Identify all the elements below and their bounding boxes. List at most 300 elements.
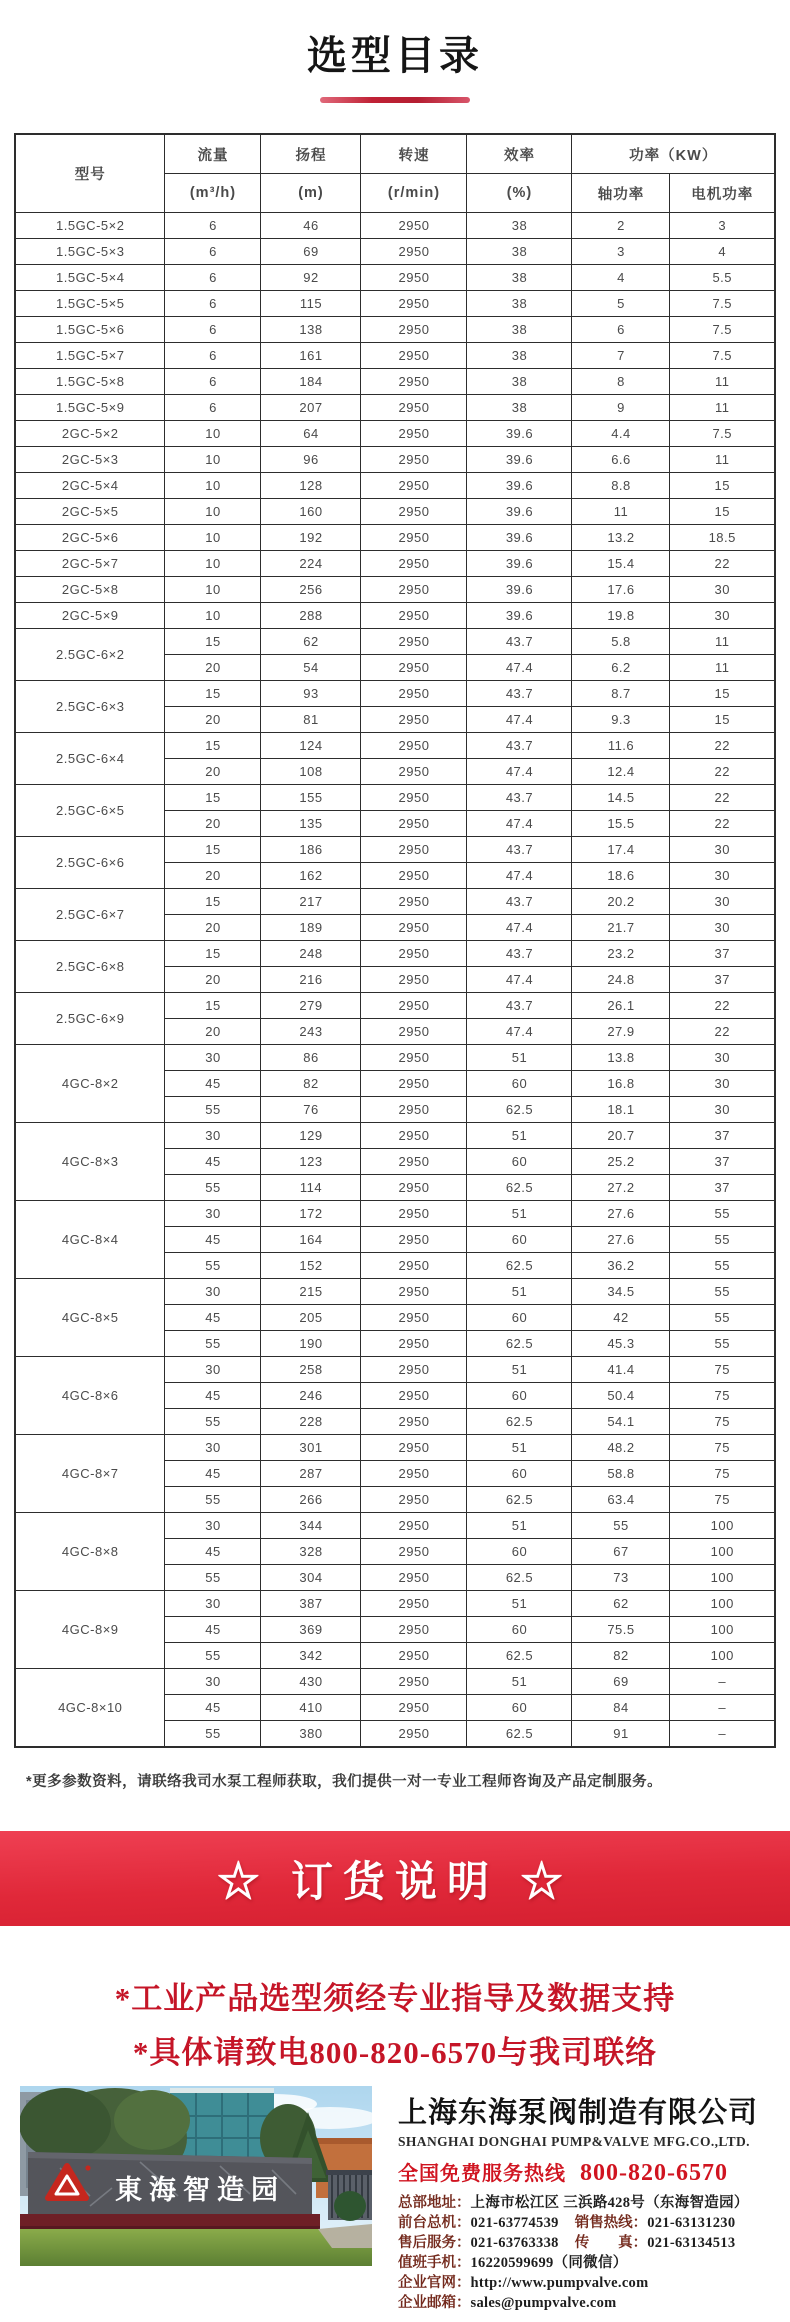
table-row — [15, 1201, 775, 1227]
spec-cell: 30 — [165, 1201, 261, 1227]
table-row — [15, 785, 775, 811]
company-photo — [20, 2086, 372, 2266]
table-row — [15, 447, 775, 473]
contact-lines — [398, 2193, 772, 2313]
spec-cell: 138 — [261, 317, 361, 343]
model-cell: 4GC-8×10 — [15, 1669, 165, 1748]
header-shaft-power: 轴功率 — [572, 174, 670, 213]
spec-cell: 84 — [572, 1695, 670, 1721]
table-row — [15, 1591, 775, 1617]
spec-cell: 46 — [261, 213, 361, 239]
spec-cell: 2950 — [361, 863, 467, 889]
spec-cell: 20 — [165, 1019, 261, 1045]
spec-cell: 2950 — [361, 343, 467, 369]
spec-cell: 129 — [261, 1123, 361, 1149]
spec-cell: 30 — [670, 863, 775, 889]
spec-cell: 30 — [670, 1071, 775, 1097]
spec-cell: – — [670, 1721, 775, 1748]
spec-cell: 301 — [261, 1435, 361, 1461]
spec-cell: 75 — [670, 1383, 775, 1409]
spec-cell: 25.2 — [572, 1149, 670, 1175]
spec-cell: 7.5 — [670, 317, 775, 343]
spec-cell: 22 — [670, 811, 775, 837]
spec-cell: 2950 — [361, 1591, 467, 1617]
hotline-label: 全国免费服务热线 — [398, 2163, 566, 2185]
spec-cell: 75 — [670, 1461, 775, 1487]
spec-cell: 37 — [670, 1149, 775, 1175]
spec-cell: 38 — [467, 239, 572, 265]
company-name-en: SHANGHAI DONGHAI PUMP&VALVE MFG.CO.,LTD. — [398, 2134, 750, 2149]
sign-text: 東海智造园 — [115, 2175, 285, 2205]
spec-cell: 279 — [261, 993, 361, 1019]
spec-cell: 10 — [165, 525, 261, 551]
model-cell: 1.5GC-5×7 — [15, 343, 165, 369]
spec-cell: 224 — [261, 551, 361, 577]
spec-cell: 248 — [261, 941, 361, 967]
spec-cell: 38 — [467, 213, 572, 239]
spec-cell: 9 — [572, 395, 670, 421]
model-cell: 1.5GC-5×3 — [15, 239, 165, 265]
spec-cell: 47.4 — [467, 759, 572, 785]
spec-cell: 5 — [572, 291, 670, 317]
spec-cell: 67 — [572, 1539, 670, 1565]
contact-line — [398, 2273, 772, 2293]
spec-cell: 55 — [165, 1643, 261, 1669]
spec-cell: 2950 — [361, 785, 467, 811]
spec-cell: 15.5 — [572, 811, 670, 837]
table-header — [15, 134, 775, 213]
spec-cell: 10 — [165, 447, 261, 473]
spec-cell: 42 — [572, 1305, 670, 1331]
spec-cell: 410 — [261, 1695, 361, 1721]
spec-cell: 11 — [670, 395, 775, 421]
spec-cell: 20.7 — [572, 1123, 670, 1149]
pump-spec-table — [14, 133, 776, 1748]
model-cell: 2GC-5×9 — [15, 603, 165, 629]
spec-cell: 10 — [165, 603, 261, 629]
spec-cell: 162 — [261, 863, 361, 889]
spec-cell: 45 — [165, 1617, 261, 1643]
spec-cell: 108 — [261, 759, 361, 785]
model-cell: 1.5GC-5×6 — [15, 317, 165, 343]
table-row — [15, 369, 775, 395]
spec-cell: 60 — [467, 1383, 572, 1409]
order-note: *工业产品选型须经专业指导及数据支持 — [114, 1981, 676, 2016]
spec-cell: 2950 — [361, 655, 467, 681]
spec-cell: 17.4 — [572, 837, 670, 863]
model-cell: 2GC-5×6 — [15, 525, 165, 551]
table-row — [15, 239, 775, 265]
model-cell: 4GC-8×4 — [15, 1201, 165, 1279]
spec-cell: 48.2 — [572, 1435, 670, 1461]
table-footnote: *更多参数资料，请联络我司水泵工程师获取，我们提供一对一专业工程师咨询及产品定制服务。 — [26, 1774, 663, 1790]
spec-cell: 43.7 — [467, 681, 572, 707]
contact-value: 上海市松江区 三浜路428号（东海智造园） — [470, 2195, 749, 2211]
spec-cell: 55 — [165, 1097, 261, 1123]
spec-cell: 2950 — [361, 1565, 467, 1591]
spec-cell: 39.6 — [467, 421, 572, 447]
contact-label: 总部地址： — [398, 2195, 471, 2211]
spec-cell: 47.4 — [467, 915, 572, 941]
spec-cell: 55 — [165, 1565, 261, 1591]
spec-cell: 2950 — [361, 1175, 467, 1201]
spec-cell: 37 — [670, 1123, 775, 1149]
spec-cell: 45 — [165, 1461, 261, 1487]
spec-cell: 11 — [670, 369, 775, 395]
table-row — [15, 525, 775, 551]
page-title: 选型目录 — [307, 34, 483, 78]
spec-cell: 11 — [670, 629, 775, 655]
model-cell: 2.5GC-6×2 — [15, 629, 165, 681]
order-note: *具体请致电800-820-6570与我司联络 — [132, 2035, 658, 2070]
header-speed: 转速 — [361, 134, 467, 174]
spec-cell: 62.5 — [467, 1721, 572, 1748]
spec-cell: 128 — [261, 473, 361, 499]
spec-cell: 387 — [261, 1591, 361, 1617]
spec-cell: 11 — [572, 499, 670, 525]
model-cell: 2.5GC-6×3 — [15, 681, 165, 733]
spec-cell: 39.6 — [467, 447, 572, 473]
model-cell: 2GC-5×7 — [15, 551, 165, 577]
spec-cell: 55 — [670, 1331, 775, 1357]
spec-cell: 62 — [261, 629, 361, 655]
spec-cell: 2950 — [361, 967, 467, 993]
table-row — [15, 603, 775, 629]
spec-cell: 20 — [165, 811, 261, 837]
order-banner — [0, 1831, 790, 1926]
spec-cell: 216 — [261, 967, 361, 993]
spec-cell: 55 — [165, 1331, 261, 1357]
table-row — [15, 291, 775, 317]
spec-cell: 47.4 — [467, 863, 572, 889]
spec-cell: 62.5 — [467, 1565, 572, 1591]
spec-cell: 13.2 — [572, 525, 670, 551]
spec-cell: 4 — [572, 265, 670, 291]
model-cell: 4GC-8×9 — [15, 1591, 165, 1669]
spec-cell: 62.5 — [467, 1487, 572, 1513]
spec-cell: 2950 — [361, 1123, 467, 1149]
spec-cell: 47.4 — [467, 811, 572, 837]
spec-cell: 304 — [261, 1565, 361, 1591]
spec-cell: 30 — [670, 915, 775, 941]
spec-cell: 15 — [165, 733, 261, 759]
model-cell: 2.5GC-6×7 — [15, 889, 165, 941]
model-cell: 2.5GC-6×8 — [15, 941, 165, 993]
spec-cell: 2950 — [361, 707, 467, 733]
spec-cell: 92 — [261, 265, 361, 291]
spec-cell: 69 — [572, 1669, 670, 1695]
spec-cell: 20 — [165, 863, 261, 889]
spec-cell: 43.7 — [467, 629, 572, 655]
spec-cell: 100 — [670, 1565, 775, 1591]
model-cell: 2GC-5×2 — [15, 421, 165, 447]
spec-cell: 6 — [165, 369, 261, 395]
spec-cell: 13.8 — [572, 1045, 670, 1071]
spec-cell: 3 — [572, 239, 670, 265]
spec-cell: 10 — [165, 577, 261, 603]
spec-cell: 69 — [261, 239, 361, 265]
spec-cell: 7 — [572, 343, 670, 369]
spec-cell: 45 — [165, 1305, 261, 1331]
spec-cell: 161 — [261, 343, 361, 369]
spec-cell: 26.1 — [572, 993, 670, 1019]
company-info — [372, 2086, 772, 2313]
model-cell: 1.5GC-5×2 — [15, 213, 165, 239]
spec-cell: 2950 — [361, 1253, 467, 1279]
model-cell: 1.5GC-5×8 — [15, 369, 165, 395]
tree — [20, 2088, 111, 2160]
spec-cell: 30 — [165, 1513, 261, 1539]
spec-cell: 51 — [467, 1357, 572, 1383]
model-cell: 4GC-8×2 — [15, 1045, 165, 1123]
spec-cell: 41.4 — [572, 1357, 670, 1383]
spec-cell: 7.5 — [670, 343, 775, 369]
title-underline-divider — [320, 97, 470, 103]
spec-cell: 2950 — [361, 1539, 467, 1565]
shrub — [334, 2191, 366, 2221]
header-model: 型号 — [15, 134, 165, 213]
spec-cell: 342 — [261, 1643, 361, 1669]
spec-cell: 2950 — [361, 733, 467, 759]
table-row — [15, 317, 775, 343]
spec-cell: 172 — [261, 1201, 361, 1227]
spec-cell: 21.7 — [572, 915, 670, 941]
spec-cell: 55 — [670, 1227, 775, 1253]
spec-cell: 344 — [261, 1513, 361, 1539]
spec-cell: 3 — [670, 213, 775, 239]
spec-cell: 189 — [261, 915, 361, 941]
spec-cell: 115 — [261, 291, 361, 317]
table-row — [15, 1669, 775, 1695]
spec-cell: 2950 — [361, 759, 467, 785]
spec-cell: 2950 — [361, 941, 467, 967]
contact-line — [398, 2193, 772, 2213]
spec-cell: 2950 — [361, 395, 467, 421]
spec-cell: 55 — [670, 1201, 775, 1227]
table-row — [15, 551, 775, 577]
spec-cell: 39.6 — [467, 473, 572, 499]
spec-cell: 15 — [165, 993, 261, 1019]
spec-cell: 6.6 — [572, 447, 670, 473]
spec-cell: 27.6 — [572, 1201, 670, 1227]
spec-cell: 22 — [670, 759, 775, 785]
spec-cell: 30 — [165, 1279, 261, 1305]
table-row — [15, 1513, 775, 1539]
spec-cell: 30 — [670, 837, 775, 863]
spec-cell: 15 — [165, 785, 261, 811]
spec-cell: 30 — [670, 889, 775, 915]
spec-cell: 51 — [467, 1513, 572, 1539]
spec-cell: 2950 — [361, 837, 467, 863]
spec-cell: 37 — [670, 967, 775, 993]
spec-cell: 192 — [261, 525, 361, 551]
spec-cell: 51 — [467, 1045, 572, 1071]
spec-cell: 2950 — [361, 1045, 467, 1071]
spec-cell: 155 — [261, 785, 361, 811]
spec-cell: 6 — [165, 291, 261, 317]
spec-cell: 75 — [670, 1435, 775, 1461]
spec-cell: 47.4 — [467, 967, 572, 993]
spec-cell: 15 — [670, 473, 775, 499]
spec-cell: 2950 — [361, 1071, 467, 1097]
table-row — [15, 499, 775, 525]
spec-cell: 266 — [261, 1487, 361, 1513]
spec-cell: 2950 — [361, 369, 467, 395]
spec-cell: 20 — [165, 967, 261, 993]
spec-cell: – — [670, 1669, 775, 1695]
spec-cell: 75 — [670, 1357, 775, 1383]
spec-cell: 22 — [670, 551, 775, 577]
spec-cell: 82 — [572, 1643, 670, 1669]
spec-cell: 43.7 — [467, 837, 572, 863]
spec-cell: 256 — [261, 577, 361, 603]
contact-value: 021-63134513 — [647, 2235, 736, 2251]
spec-cell: 2950 — [361, 525, 467, 551]
table-row — [15, 889, 775, 915]
header-eff-unit: (%) — [467, 174, 572, 213]
service-hotline — [398, 2157, 772, 2187]
spec-cell: 15 — [165, 889, 261, 915]
header-head: 扬程 — [261, 134, 361, 174]
spec-cell: 2950 — [361, 1227, 467, 1253]
spec-cell: 2950 — [361, 629, 467, 655]
model-cell: 4GC-8×6 — [15, 1357, 165, 1435]
spec-cell: 30 — [165, 1045, 261, 1071]
table-row — [15, 213, 775, 239]
spec-cell: 11 — [670, 447, 775, 473]
model-cell: 2GC-5×3 — [15, 447, 165, 473]
model-cell: 2.5GC-6×5 — [15, 785, 165, 837]
spec-cell: 62.5 — [467, 1253, 572, 1279]
spec-cell: 60 — [467, 1617, 572, 1643]
spec-cell: 2950 — [361, 1669, 467, 1695]
spec-cell: 6 — [165, 317, 261, 343]
spec-cell: 4 — [670, 239, 775, 265]
spec-cell: 15 — [670, 681, 775, 707]
spec-cell: 96 — [261, 447, 361, 473]
spec-cell: 93 — [261, 681, 361, 707]
model-cell: 2.5GC-6×9 — [15, 993, 165, 1045]
contact-line — [398, 2253, 772, 2273]
spec-cell: 45 — [165, 1383, 261, 1409]
spec-cell: 10 — [165, 421, 261, 447]
spec-cell: 2950 — [361, 1409, 467, 1435]
spec-cell: 60 — [467, 1695, 572, 1721]
spec-cell: 2950 — [361, 1461, 467, 1487]
table-row — [15, 1123, 775, 1149]
contact-value: 16220599699（同微信） — [470, 2255, 628, 2271]
spec-cell: 38 — [467, 395, 572, 421]
spec-cell: 328 — [261, 1539, 361, 1565]
spec-cell: 37 — [670, 1175, 775, 1201]
spec-cell: 207 — [261, 395, 361, 421]
model-cell: 1.5GC-5×9 — [15, 395, 165, 421]
spec-cell: 17.6 — [572, 577, 670, 603]
spec-cell: 228 — [261, 1409, 361, 1435]
spec-cell: 27.6 — [572, 1227, 670, 1253]
order-notes — [0, 1972, 790, 2080]
spec-cell: 55 — [165, 1409, 261, 1435]
spec-cell: 18.6 — [572, 863, 670, 889]
table-row — [15, 941, 775, 967]
spec-cell: 55 — [670, 1253, 775, 1279]
model-cell: 2GC-5×4 — [15, 473, 165, 499]
spec-cell: 39.6 — [467, 577, 572, 603]
spec-cell: 55 — [572, 1513, 670, 1539]
table-row — [15, 993, 775, 1019]
spec-cell: 34.5 — [572, 1279, 670, 1305]
spec-cell: 62.5 — [467, 1409, 572, 1435]
spec-cell: 37 — [670, 941, 775, 967]
spec-cell: 15 — [165, 837, 261, 863]
contact-line — [398, 2293, 772, 2313]
spec-cell: 6 — [165, 213, 261, 239]
model-cell: 4GC-8×3 — [15, 1123, 165, 1201]
spec-cell: 10 — [165, 499, 261, 525]
website-link[interactable]: http://www.pumpvalve.com — [470, 2275, 649, 2291]
spec-cell: 73 — [572, 1565, 670, 1591]
spec-cell: 54.1 — [572, 1409, 670, 1435]
model-cell: 2GC-5×8 — [15, 577, 165, 603]
spec-cell: 8 — [572, 369, 670, 395]
spec-cell: 38 — [467, 343, 572, 369]
spec-cell: 2950 — [361, 1019, 467, 1045]
spec-cell: 64 — [261, 421, 361, 447]
spec-cell: 100 — [670, 1513, 775, 1539]
spec-cell: 27.9 — [572, 1019, 670, 1045]
spec-cell: 30 — [165, 1357, 261, 1383]
spec-cell: 30 — [165, 1123, 261, 1149]
email-link[interactable]: sales@pumpvalve.com — [470, 2295, 617, 2311]
spec-cell: 75 — [670, 1487, 775, 1513]
spec-cell: 30 — [165, 1435, 261, 1461]
spec-cell: 20 — [165, 655, 261, 681]
contact-label: 销售热线： — [574, 2215, 648, 2231]
spec-cell: 2950 — [361, 473, 467, 499]
spec-cell: 6.2 — [572, 655, 670, 681]
contact-label: 值班手机： — [398, 2255, 471, 2271]
spec-cell: 45 — [165, 1695, 261, 1721]
spec-cell: 2950 — [361, 1097, 467, 1123]
spec-cell: 10 — [165, 473, 261, 499]
spec-cell: 54 — [261, 655, 361, 681]
spec-cell: 62.5 — [467, 1175, 572, 1201]
spec-cell: 51 — [467, 1591, 572, 1617]
spec-cell: 184 — [261, 369, 361, 395]
spec-cell: 51 — [467, 1669, 572, 1695]
spec-cell: 60 — [467, 1071, 572, 1097]
spec-cell: 47.4 — [467, 1019, 572, 1045]
spec-cell: 39.6 — [467, 499, 572, 525]
header-flow-unit: (m³/h) — [165, 174, 261, 213]
spec-cell: 24.8 — [572, 967, 670, 993]
table-row — [15, 395, 775, 421]
spec-cell: 15 — [670, 707, 775, 733]
spec-cell: 135 — [261, 811, 361, 837]
order-banner-title: ☆ 订货说明 ☆ — [217, 1857, 573, 1905]
header-head-unit: (m) — [261, 174, 361, 213]
spec-cell: 20.2 — [572, 889, 670, 915]
spec-cell: 430 — [261, 1669, 361, 1695]
spec-cell: 160 — [261, 499, 361, 525]
spec-cell: 55 — [670, 1279, 775, 1305]
spec-cell: 15 — [165, 941, 261, 967]
model-cell: 4GC-8×5 — [15, 1279, 165, 1357]
spec-cell: 100 — [670, 1643, 775, 1669]
table-row — [15, 1045, 775, 1071]
spec-cell: 22 — [670, 993, 775, 1019]
contact-label: 前台总机： — [398, 2215, 471, 2231]
